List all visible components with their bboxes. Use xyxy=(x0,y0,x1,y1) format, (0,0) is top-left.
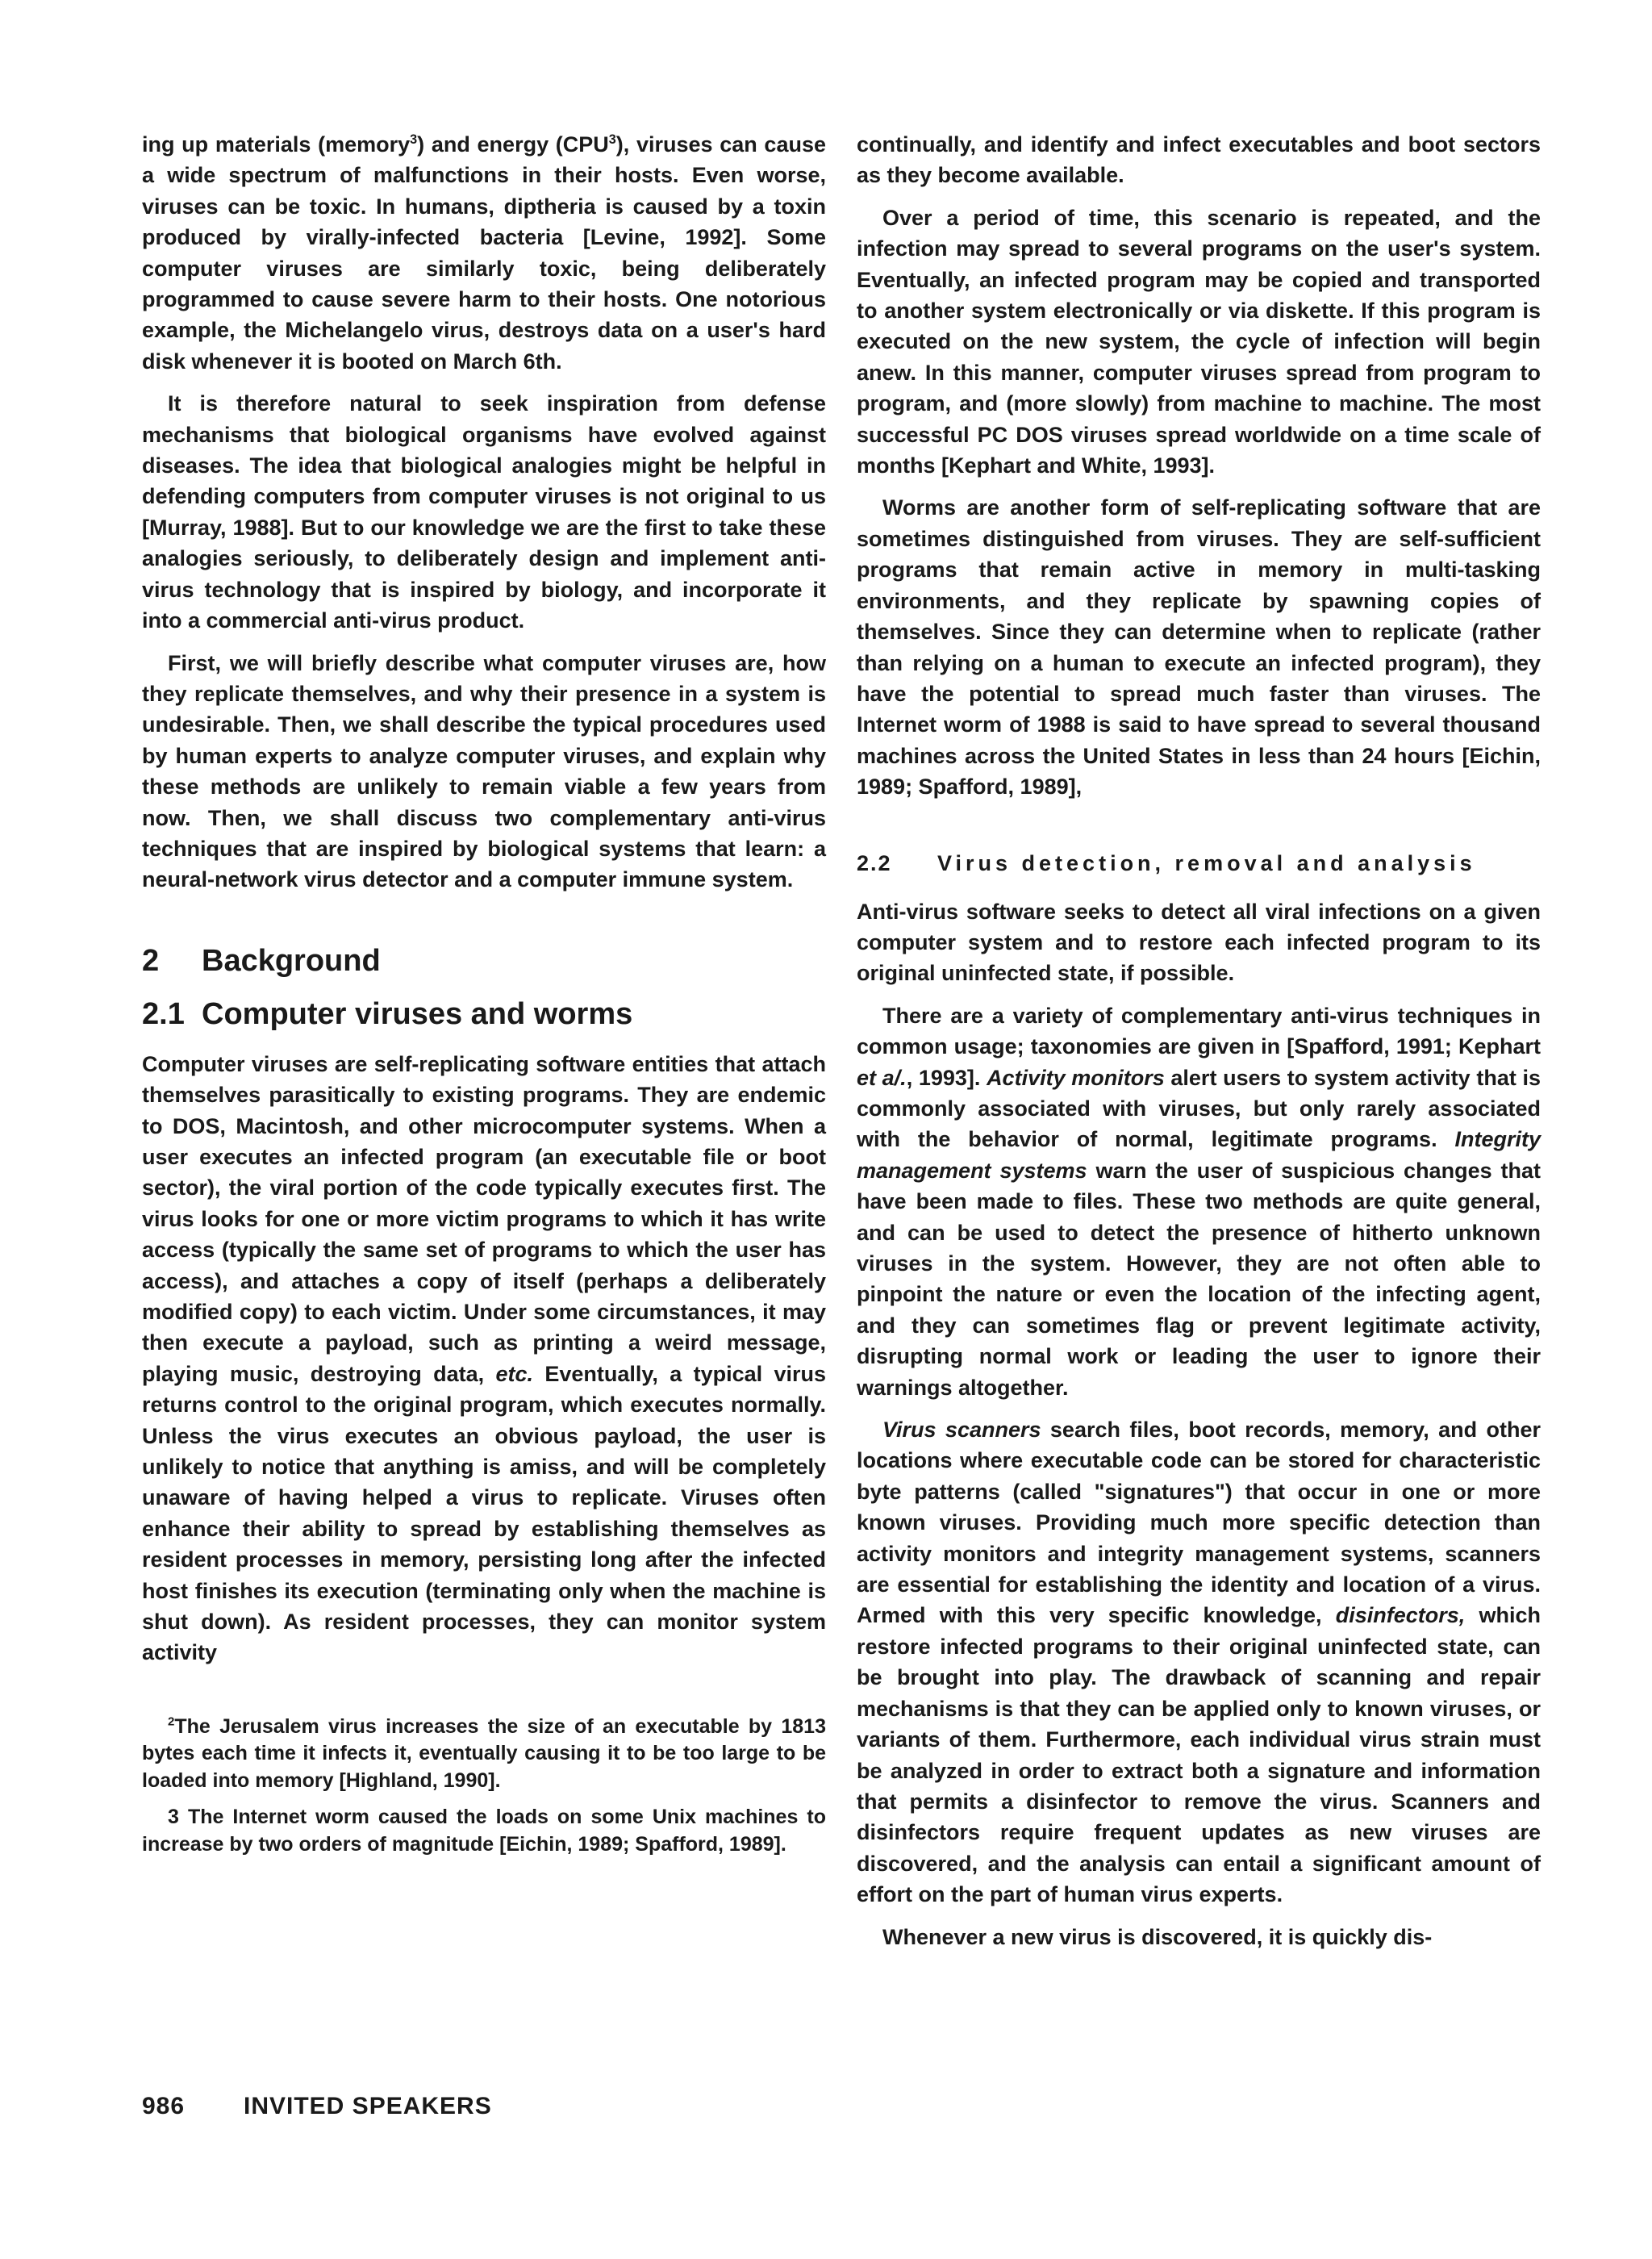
footnote-2: $^2$The Jerusalem virus increases the size of an executable by 1813 bytes each time it infects it, eventually causing it to be too large to be loaded into memory [Highland, 1990]. xyxy=(142,1714,826,1792)
left-paragraph-3: First, we will briefly describe what computer viruses are, how they replicate themselves, and why their presence in a system is undesirable. Then, we shall describe the typical procedures used by human experts to analyze computer viruses, and explain why these methods are unlikely to remain viable a few years from now. Then, we shall discuss two complementary anti-virus techniques that are inspired by biological systems that learn: a neural-network virus detector and a computer immune system. xyxy=(142,650,826,892)
right-column xyxy=(857,129,1541,1964)
section-heading-background: 2 Background xyxy=(142,943,381,978)
right-paragraph-7: Whenever a new virus is discovered, it is quickly dis- xyxy=(882,1924,1433,1949)
left-column xyxy=(142,129,826,1868)
running-footer-label: INVITED SPEAKERS xyxy=(244,2093,492,2119)
left-paragraph-2: It is therefore natural to seek inspiration from defense mechanisms that biological organisms have evolved against diseases. The idea that biological analogies might be helpful in defending computers from computer viruses is not original to us [Murray, 1988]. But to our knowledge we are the first to take these analogies seriously, to deliberately design and implement anti-virus technology that is inspired by biology, and incorporate it into a commercial anti-virus product. xyxy=(142,391,826,633)
left-paragraph-4: Computer viruses are self-replicating software entities that attach themselves parasitically to existing programs. They are endemic to DOS, Macintosh, and other microcomputer systems. When a user executes an infected program (an executable file or boot sector), the viral portion of the code typically executes first. The virus looks for one or more victim programs to which it has write access (typically the same set of programs to which the user has access), and attaches a copy of itself (perhaps a deliberately modified copy) to each victim. Under some circumstances, it may then execute a payload, such as printing a weird message, playing music, destroying data, etc. Eventually, a typical virus returns control to the original program, which executes normally. Unless the virus executes an obvious payload, the user is unlikely to notice that anything is amiss, and will be completely unaware of having helped a virus to replicate. Viruses often enhance their ability to spread by establishing themselves as resident processes in memory, persisting long after the infected host finishes its execution (terminating only when the machine is shut down). As resident processes, they can monitor system activity xyxy=(142,1051,826,1665)
left-paragraph-1: ing up materials (memory$^3$) and energy (CPU$^3$), viruses can cause a wide spectrum of malfunctions in their hosts. Even worse, viruses can be toxic. In humans, diptheria is caused by a toxin produced by virally-infected bacteria [Levine, 1992]. Some computer viruses are similarly toxic, being deliberately programmed to cause severe harm to their hosts. One notorious example, the Michelangelo virus, destroys data on a user's hard disk whenever it is booted on March 6th. xyxy=(142,132,826,374)
right-paragraph-3: Worms are another form of self-replicating software that are sometimes distinguished from viruses. They are self-sufficient programs that remain active in memory in multi-tasking environments, and they replicate by spawning copies of themselves. Since they can determine when to replicate (rather than relying on a human to execute an infected program), they have the potential to spread much faster than viruses. The Internet worm of 1988 is said to have spread to several thousand machines across the United States in less than 24 hours [Eichin, 1989; Spafford, 1989], xyxy=(857,495,1541,800)
right-paragraph-4: Anti-virus software seeks to detect all viral infections on a given computer system and to restore each infected program to its original uninfected state, if possible. xyxy=(857,899,1541,986)
right-paragraph-6: Virus scanners search files, boot records, memory, and other locations where executable code can be stored for characteristic byte patterns (called "signatures") that occur in one or more known viruses. Providing much more specific detection than activity monitors and integrity management systems, scanners are essential for establishing the identity and location of a virus. Armed with this very specific knowledge, disinfectors, which restore infected programs to their original uninfected state, can be brought into play. The drawback of scanning and repair mechanisms is that they can be applied only to known viruses, or variants of them. Furthermore, each individual virus strain must be analyzed in order to extract both a signature and information that permits a disinfector to remove the virus. Scanners and disinfectors require frequent updates as new viruses are discovered, and the analysis can entail a significant amount of effort on the part of human virus experts. xyxy=(857,1418,1541,1907)
page-footer xyxy=(142,2093,492,2120)
footnote-3: 3 The Internet worm caused the loads on some Unix machines to increase by two orders of magnitude [Eichin, 1989; Spafford, 1989]. xyxy=(142,1806,826,1856)
subsection-heading-computer-viruses: 2.1 Computer viruses and worms xyxy=(142,996,633,1031)
right-paragraph-2: Over a period of time, this scenario is repeated, and the infection may spread to several programs on the user's system. Eventually, an infected program may be copied and transported to another system electronically or via diskette. If this program is executed on the new system, the cycle of infection will begin anew. In this manner, computer viruses spread from program to program, and (more slowly) from machine to machine. The most successful PC DOS viruses spread worldwide on a time scale of months [Kephart and White, 1993]. xyxy=(857,205,1541,478)
right-paragraph-5: There are a variety of complementary anti-virus techniques in common usage; taxonomies are given in [Spafford, 1991; Kephart et a/., 1993]. Activity monitors alert users to system activity that is commonly associated with viruses, but only rarely associated with the behavior of normal, legitimate programs. Integrity management systems warn the user of suspicious changes that have been made to files. These two methods are quite general, and can be used to detect the presence of hitherto unknown viruses in the system. However, they are not often able to pinpoint the nature or even the location of the infecting agent, and they can sometimes flag or prevent legitimate activity, disrupting normal work or leading the user to ignore their warnings altogether. xyxy=(857,1003,1541,1400)
footnotes xyxy=(142,1714,826,1859)
page-number: 986 xyxy=(142,2093,186,2119)
subsection-heading-virus-detection: 2.2 Virus detection, removal and analysis xyxy=(857,850,1476,875)
right-paragraph-1: continually, and identify and infect executables and boot sectors as they become available. xyxy=(857,132,1541,188)
